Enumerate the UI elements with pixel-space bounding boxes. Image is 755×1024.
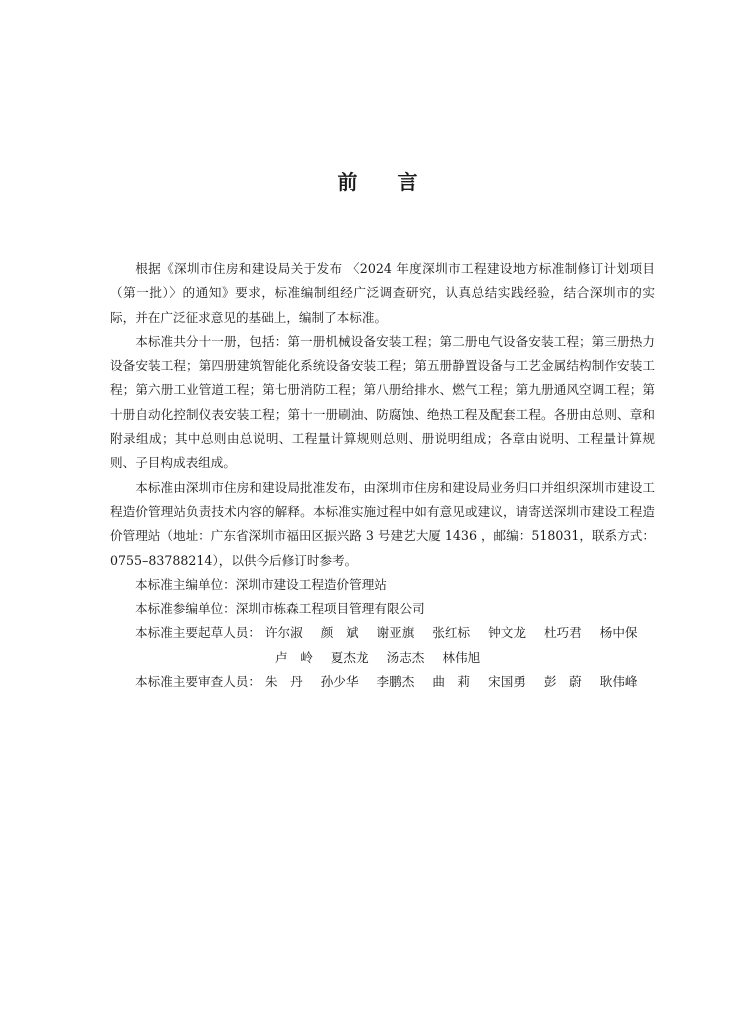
reviewer-name: 彭 蔚 (543, 674, 582, 690)
reviewer-name: 耿伟峰 (599, 674, 638, 690)
drafter-name: 张红标 (432, 625, 471, 641)
participating-editor-line: 本标准参编单位：深圳市栋森工程项目管理有限公司 (135, 601, 425, 617)
drafter-name: 谢亚旗 (376, 625, 415, 641)
reviewer-name: 曲 莉 (432, 674, 471, 690)
reviewer-name: 宋国勇 (488, 674, 526, 690)
drafter-name: 杜巧君 (543, 625, 582, 641)
title-char-1: 前 (337, 170, 358, 194)
paragraph-basis: 根据《深圳市住房和建设局关于发布 〈2024 年度深圳市工程建设地方标准制修订计划项目（第一批）〉的通知》要求，标准编制组经广泛调查研究，认真总结实践经验，结合深圳市的实际，并在广泛征求意见的基础上，编制了本标准。 (110, 261, 655, 325)
drafters-line-continued (110, 646, 655, 670)
drafter-name: 颜 斌 (320, 625, 359, 641)
reviewer-name: 朱 丹 (264, 674, 303, 690)
page-title (0, 166, 755, 195)
drafter-name: 杨中保 (599, 625, 638, 641)
drafter-name: 许尔淑 (264, 625, 303, 641)
title-char-2: 言 (397, 170, 418, 194)
drafters-line (110, 621, 655, 645)
paragraph-approval: 本标准由深圳市住房和建设局批准发布，由深圳市住房和建设局业务归口并组织深圳市建设工程造价管理站负责技术内容的解释。本标准实施过程中如有意见或建议，请寄送深圳市建设工程造价管理站（地址：广东省深圳市福田区振兴路 3 号建艺大厦 1436 ，邮编：518031，联系方式： 0755–83788214），以供今后修订时参考。 (110, 479, 655, 568)
drafter-name: 卢 岭 (275, 649, 313, 665)
reviewers-line (110, 670, 655, 694)
chief-editor-line: 本标准主编单位：深圳市建设工程造价管理站 (135, 576, 387, 592)
reviewer-name: 李鹏杰 (376, 674, 415, 690)
drafters-label: 本标准主要起草人员： (135, 625, 261, 641)
preface-body (110, 257, 655, 694)
reviewer-name: 孙少华 (320, 674, 359, 690)
reviewers-label: 本标准主要审查人员： (135, 674, 261, 690)
paragraph-volumes: 本标准共分十一册，包括：第一册机械设备安装工程；第二册电气设备安装工程；第三册热力设备安装工程；第四册建筑智能化系统设备安装工程；第五册静置设备与工艺金属结构制作安装工程；第六册工业管道工程；第七册消防工程；第八册给排水、燃气工程；第九册通风空调工程；第十册自动化控制仪表安装工程；第十一册刷油、防腐蚀、绝热工程及配套工程。各册由总则、章和附录组成；其中总则由总说明、工程量计算规则总则、册说明组成；各章由说明、工程量计算规则、子目构成表组成。 (110, 333, 655, 471)
drafter-name: 钟文龙 (488, 625, 526, 641)
drafter-name: 夏杰龙 (330, 649, 369, 665)
drafter-name: 汤志杰 (386, 649, 425, 665)
drafter-name: 林伟旭 (442, 649, 481, 665)
